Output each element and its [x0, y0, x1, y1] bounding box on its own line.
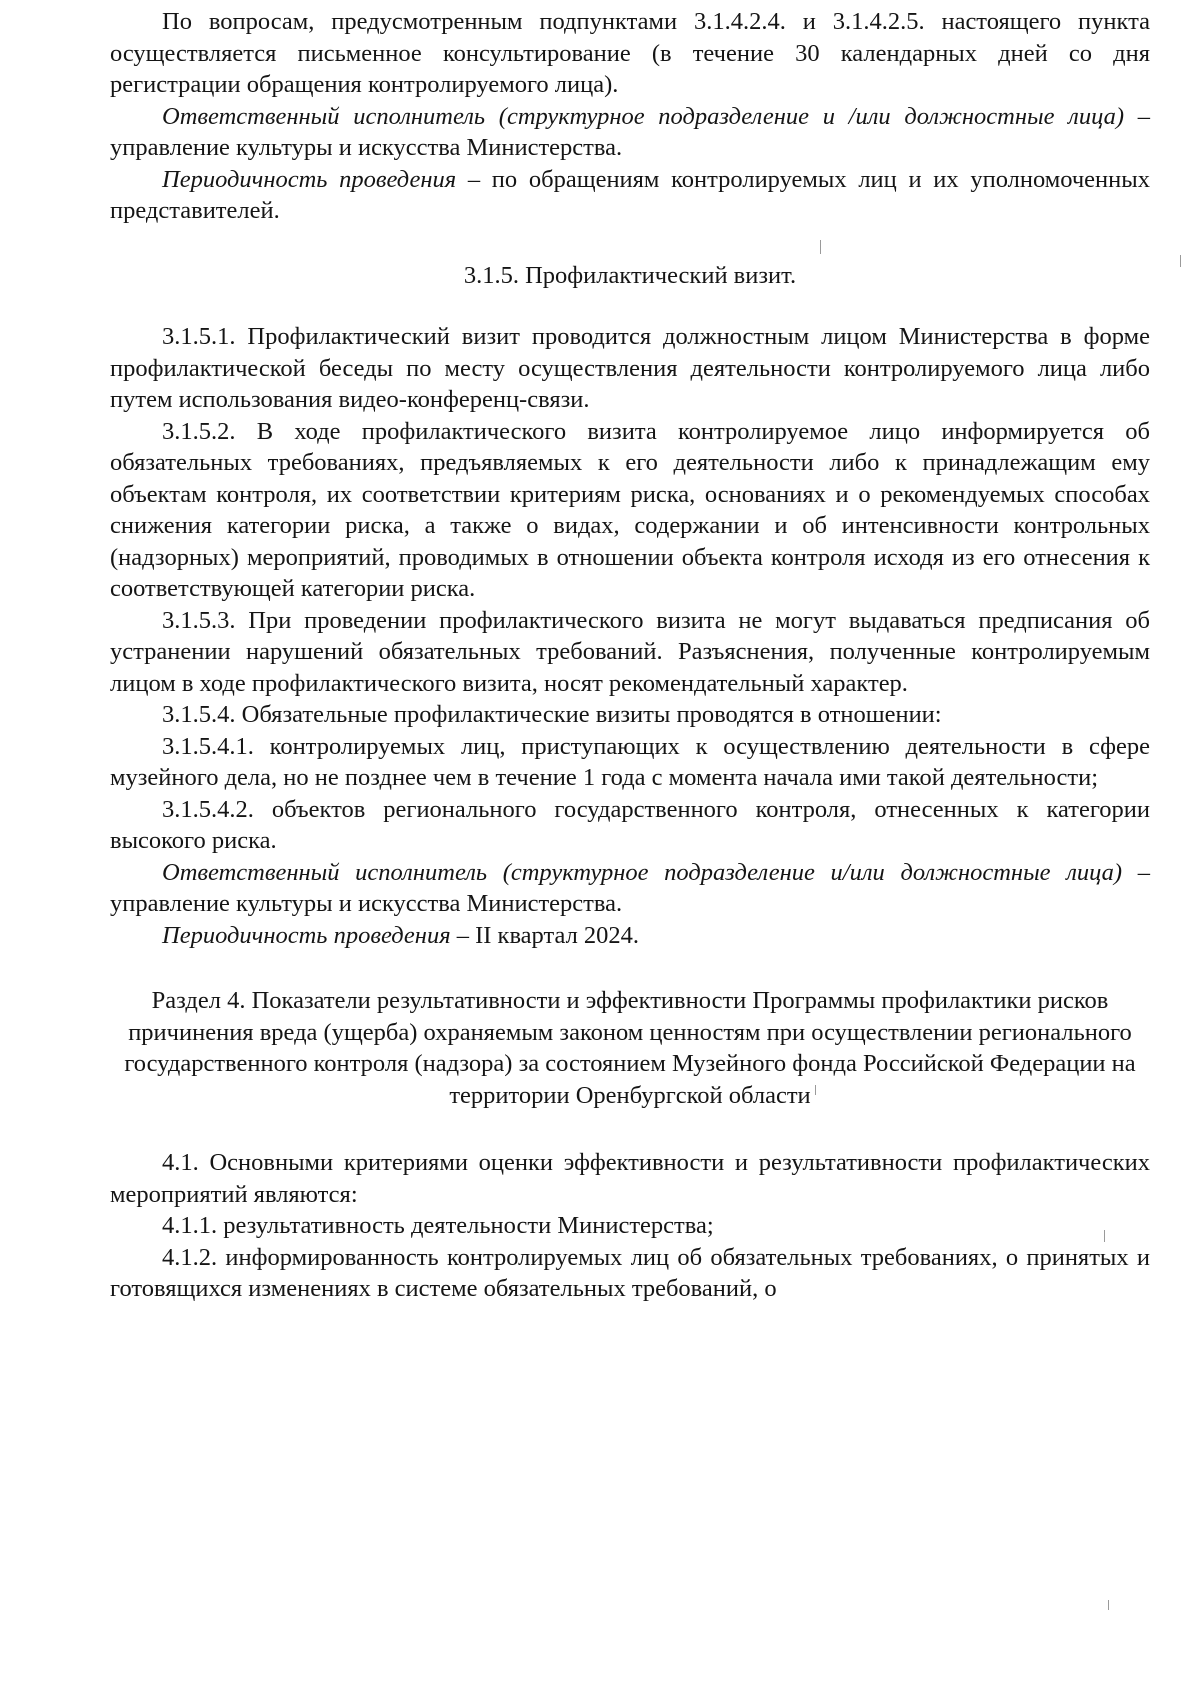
- paragraph-3-1-5-1: 3.1.5.1. Профилактический визит проводится должностным лицом Министерства в форме профилактической беседы по месту осуществления деятельности контролируемого лица либо путем использования видео-конференц-связи.: [110, 323, 1150, 413]
- responsible-executor-label-2: Ответственный исполнитель (структурное подразделение и/или должностные лица): [162, 858, 1123, 886]
- responsible-executor-label: Ответственный исполнитель (структурное подразделение и /или должностные лица): [162, 102, 1125, 130]
- scan-artifact: [1104, 1230, 1105, 1242]
- periodicity-value: – по обращениям контролируемых лиц и их уполномоченных представителей.: [110, 165, 1150, 224]
- document-body: [110, 6, 1150, 1305]
- paragraph-4-1-2: 4.1.2. информированность контролируемых лиц об обязательных требованиях, о принятых и готовящихся изменениях в системе обязательных требований, о: [110, 1243, 1150, 1302]
- paragraph-3-1-5-3: 3.1.5.3. При проведении профилактического визита не могут выдаваться предписания об устранении нарушений обязательных требований. Разъяснения, полученные контролируемым лицом в ходе профилактического визита, носят рекомендательный характер.: [110, 606, 1150, 697]
- paragraph-responsible-executor: [110, 101, 1150, 164]
- responsible-executor-value: – управление культуры и искусства Министерства.: [110, 102, 1150, 161]
- paragraph-3-1-5-4: 3.1.5.4. Обязательные профилактические визиты проводятся в отношении:: [162, 701, 942, 728]
- paragraph-3-1-5-2: 3.1.5.2. В ходе профилактического визита контролируемое лицо информируется об обязательных требованиях, предъявляемых к его деятельности либо к принадлежащим ему объектам контроля, их соответствии критериям риска, основаниях и о рекомендуемых способах снижения категории риска, а также о видах, содержании и об интенсивности контрольных (надзорных) мероприятий, проводимых в отношении объекта контроля исходя из его отнесения к соответствующей категории риска.: [110, 417, 1150, 602]
- scan-artifact: [820, 240, 821, 254]
- periodicity-value-2: – II квартал 2024.: [450, 921, 640, 949]
- paragraph-4-1-1: 4.1.1. результативность деятельности Министерства;: [162, 1212, 714, 1239]
- paragraph-3-1-5-4-2: 3.1.5.4.2. объектов регионального государственного контроля, отнесенных к категории высокого риска.: [110, 795, 1150, 854]
- scan-artifact: [815, 1085, 816, 1095]
- paragraph-3-1-5-4-1: 3.1.5.4.1. контролируемых лиц, приступающих к осуществлению деятельности в сфере музейного дела, но не позднее чем в течение 1 года с момента начала ими такой деятельности;: [110, 732, 1150, 791]
- paragraph-periodicity-2: [110, 920, 1150, 952]
- responsible-executor-value-2: – управление культуры и искусства Министерства.: [110, 858, 1150, 917]
- subsection-heading: 3.1.5. Профилактический визит.: [463, 261, 797, 289]
- section-4-heading: Раздел 4. Показатели результативности и эффективности Программы профилактики рисков причинения вреда (ущерба) охраняемым законом ценностям при осуществлении регионального государственного контроля (надзора) за состоянием Музейного фонда Российской Федерации на территории Оренбургской области: [124, 987, 1136, 1109]
- paragraph-responsible-executor-2: [110, 857, 1150, 920]
- periodicity-label-2: Периодичность проведения: [162, 921, 451, 949]
- scan-artifact: [1180, 255, 1181, 267]
- scan-artifact: [1108, 1600, 1109, 1610]
- paragraph-consultation-written: По вопросам, предусмотренным подпунктами 3.1.4.2.4. и 3.1.4.2.5. настоящего пункта осуществляется письменное консультирование (в течение 30 календарных дней со дня регистрации обращения контролируемого лица).: [110, 8, 1150, 98]
- paragraph-4-1: 4.1. Основными критериями оценки эффективности и результативности профилактических мероприятий являются:: [110, 1149, 1150, 1208]
- paragraph-periodicity: [110, 164, 1150, 227]
- periodicity-label: Периодичность проведения: [162, 165, 457, 193]
